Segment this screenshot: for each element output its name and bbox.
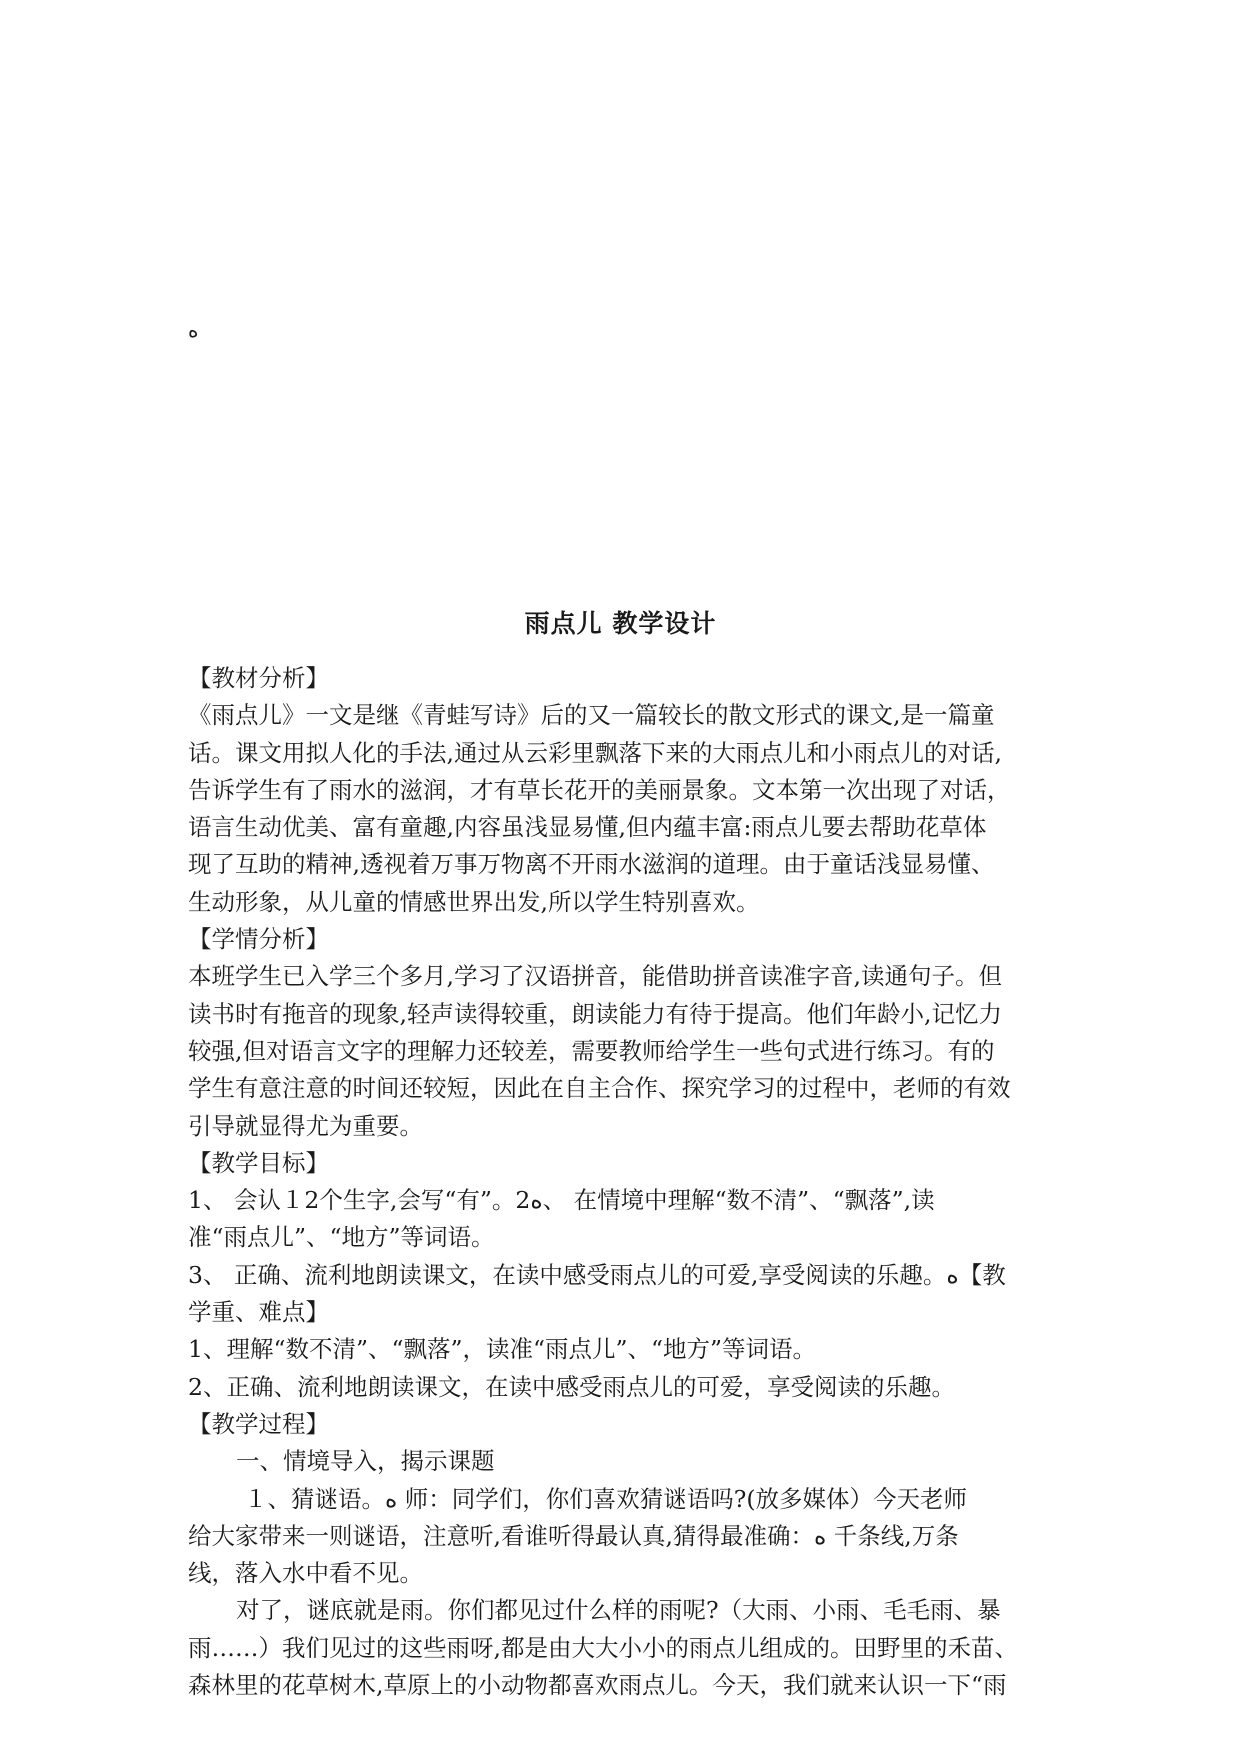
text-line: 引导就显得尤为重要。: [188, 1111, 423, 1140]
text-line: 现了互助的精神,透视着万事万物离不开雨水滋润的道理。由于童话浅显易懂、: [188, 850, 995, 879]
text-line: １、猜谜语。ه 师：同学们，你们喜欢猜谜语吗?(放多媒体）今天老师: [244, 1484, 968, 1513]
text-line: 【教材分析】: [188, 664, 329, 692]
text-line: 读书时有拖音的现象,轻声读得较重，朗读能力有待于提高。他们年龄小,记忆力: [188, 999, 1002, 1028]
text-line: 对了，谜底就是雨。你们都见过什么样的雨呢?（大雨、小雨、毛毛雨、暴: [236, 1596, 1001, 1625]
text-line: 2、正确、流利地朗读课文，在读中感受雨点儿的可爱，享受阅读的乐趣。: [188, 1372, 955, 1401]
text-line: 语言生动优美、富有童趣,内容虽浅显易懂,但内蕴丰富:雨点儿要去帮助花草体: [188, 813, 987, 842]
text-line: 【教学过程】: [188, 1409, 329, 1438]
text-line: 给大家带来一则谜语，注意听,看谁听得最认真,猜得最准确：ه 千条线,万条: [188, 1521, 959, 1550]
text-line: 告诉学生有了雨水的滋润，才有草长花开的美丽景象。文本第一次出现了对话，: [188, 775, 1011, 804]
text-line: 学生有意注意的时间还较短，因此在自主合作、探究学习的过程中，老师的有效: [188, 1074, 1011, 1103]
document-title: 雨点儿 教学设计: [524, 609, 717, 638]
text-line: 《雨点儿》一文是继《青蛙写诗》后的又一篇较长的散文形式的课文,是一篇童: [188, 701, 995, 730]
text-line: 学重、难点】: [188, 1298, 329, 1327]
text-line: 本班学生已入学三个多月,学习了汉语拼音，能借助拼音读准字音,读通句子。但: [188, 962, 1002, 991]
text-line: 雨……）我们见过的这些雨呀,都是由大大小小的雨点儿组成的。田野里的禾苗、: [188, 1633, 1018, 1662]
text-line: 较强,但对语言文字的理解力还较差，需要教师给学生一些句式进行练习。有的: [188, 1036, 995, 1065]
text-line: 【学情分析】: [188, 925, 329, 954]
text-line: 一、情境导入，揭示课题: [236, 1447, 495, 1476]
text-line: 1、理解“数不清”、“飘落”，读准“雨点儿”、“地方”等词语。: [188, 1335, 817, 1364]
text-line: 森林里的花草树木,草原上的小动物都喜欢雨点儿。今天，我们就来认识一下“雨: [188, 1671, 1007, 1700]
stray-mark: ه: [188, 318, 199, 342]
text-line: 3、 正确、流利地朗读课文，在读中感受雨点儿的可爱,享受阅读的乐趣。ه【教: [188, 1260, 1006, 1289]
text-line: 线，落入水中看不见。: [188, 1559, 423, 1588]
document-body: [188, 660, 1058, 1704]
text-line: 话。课文用拟人化的手法,通过从云彩里飘落下来的大雨点儿和小雨点儿的对话,: [188, 738, 1002, 767]
text-line: 生动形象，从儿童的情感世界出发,所以学生特别喜欢。: [188, 887, 760, 916]
text-line: 【教学目标】: [188, 1148, 329, 1177]
text-line: 准“雨点儿”、“地方”等词语。: [188, 1223, 495, 1252]
text-line: 1、 会认１2个生字,会写“有”。2ه、 在情境中理解“数不清”、“飘落”,读: [188, 1186, 935, 1215]
